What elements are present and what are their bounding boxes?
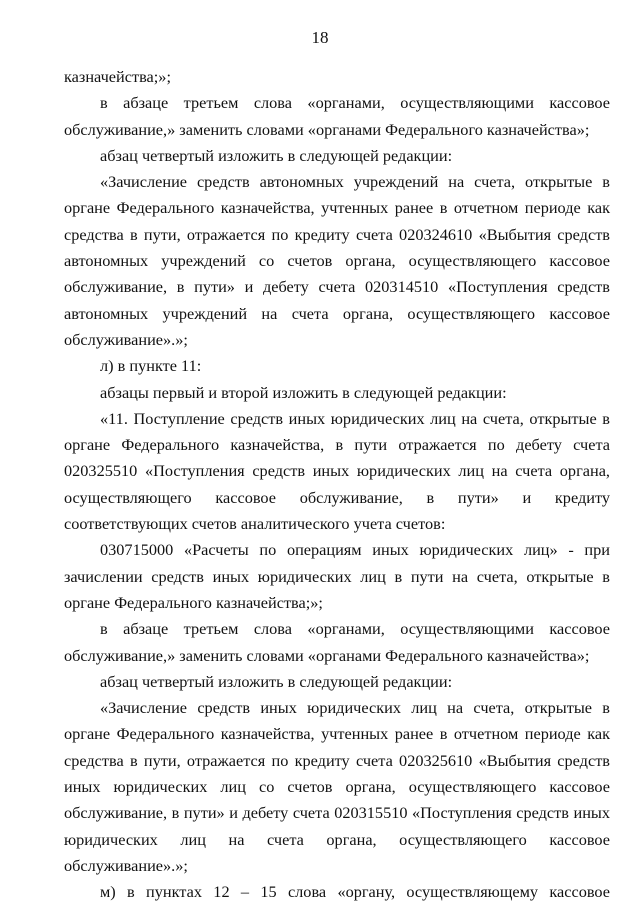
paragraph: «Зачисление средств иных юридических лиц на счета, открытые в органе Федерального казначейства, учтенных ранее в отчетном периоде как средства в пути, отражается по кредиту счета 020325610 «Выбытия средств иных юридических лиц со счетов органа, осуществляющего кассовое обслуживание, в пути» и дебету счета 020315510 «Поступления средств иных юридических лиц на счета органа, осуществляющего кассовое обслуживание».»;	[64, 698, 610, 875]
paragraph: казначейства;»;	[64, 67, 171, 86]
paragraph: абзацы первый и второй изложить в следующей редакции:	[100, 382, 507, 402]
paragraph: абзац четвертый изложить в следующей редакции:	[100, 671, 453, 691]
paragraph: «11. Поступление средств иных юридических лиц на счета, открытые в органе Федерального казначейства, в пути отражается по дебету счета 020325510 «Поступления средств иных юридических лиц на счета органа, осуществляющего кассовое обслуживание, в пути» и кредиту соответствующих счетов аналитического учета счетов:	[64, 408, 610, 534]
paragraph: м) в пунктах 12 – 15 слова «органу, осуществляющему кассовое	[100, 882, 610, 902]
paragraph: абзац четвертый изложить в следующей редакции:	[100, 145, 453, 165]
page-number: 18	[311, 28, 329, 47]
paragraph: в абзаце третьем слова «органами, осуществляющими кассовое обслуживание,» заменить словами «органами Федерального казначейства»;	[64, 93, 610, 139]
document-body	[64, 64, 610, 906]
paragraph: в абзаце третьем слова «органами, осуществляющими кассовое обслуживание,» заменить словами «органами Федерального казначейства»;	[64, 619, 610, 665]
paragraph: л) в пункте 11:	[100, 356, 202, 376]
paragraph: 030715000 «Расчеты по операциям иных юридических лиц» - при зачислении средств иных юридических лиц в пути на счета, открытые в органе Федерального казначейства;»;	[64, 540, 610, 612]
paragraph: «Зачисление средств автономных учреждений на счета, открытые в органе Федерального казначейства, учтенных ранее в отчетном периоде как средства в пути, отражается по кредиту счета 020324610 «Выбытия средств автономных учреждений со счетов органа, осуществляющего кассовое обслуживание, в пути» и дебету счета 020314510 «Поступления средств автономных учреждений на счета органа, осуществляющего кассовое обслуживание».»;	[64, 172, 610, 349]
